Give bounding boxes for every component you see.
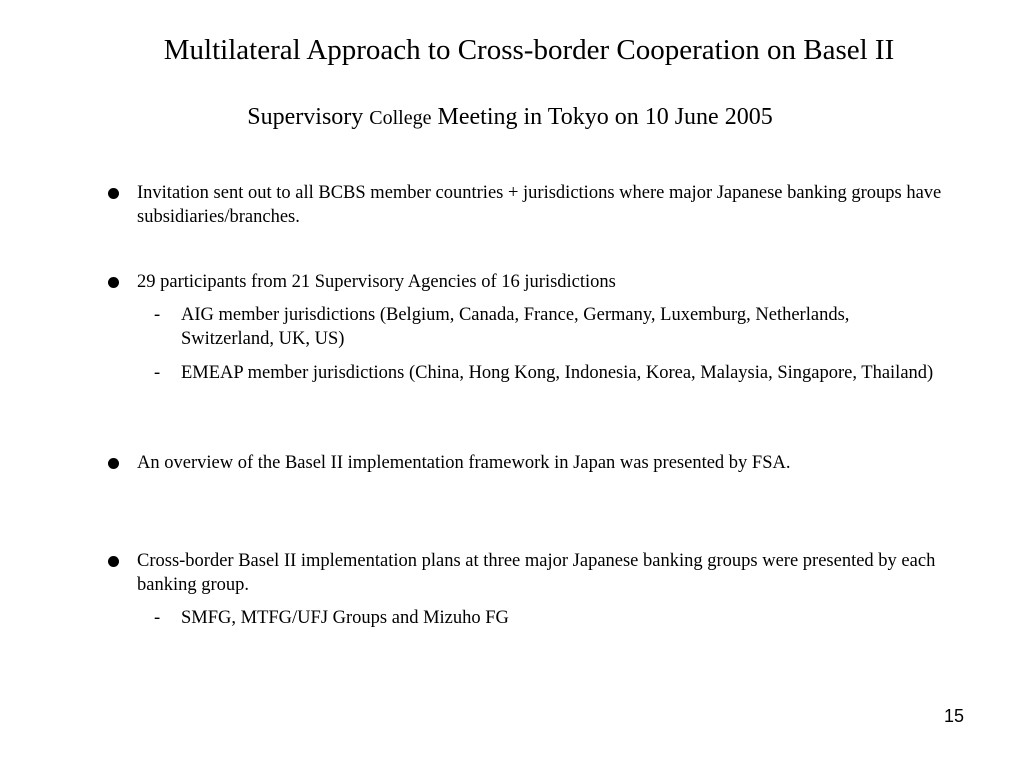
bullet-item — [108, 451, 978, 475]
bullet-dot-icon — [108, 277, 119, 288]
sub-dash: - — [154, 363, 161, 383]
slide-subtitle — [0, 100, 1020, 135]
page-number: 15 — [943, 706, 964, 726]
bullet-text: Invitation sent out to all BCBS member countries + jurisdictions where major Japanese banking groups have subsidiaries/branches. — [137, 183, 942, 227]
sub-dash: - — [154, 608, 161, 628]
sub-dash: - — [154, 305, 161, 325]
bullet-item — [108, 181, 978, 229]
bullet-dot-icon — [108, 458, 119, 469]
subtitle-part-meeting: Meeting in Tokyo on 10 June 2005 — [431, 104, 773, 130]
bullet-dot-icon — [108, 188, 119, 199]
sub-item — [154, 606, 944, 630]
subtitle-part-supervisory: Supervisory — [247, 104, 370, 130]
bullet-text: An overview of the Basel II implementation framework in Japan was presented by FSA. — [137, 453, 791, 473]
sub-text: AIG member jurisdictions (Belgium, Canada, France, Germany, Luxemburg, Netherlands, Switzerland, UK, US) — [181, 305, 850, 349]
sub-item — [154, 303, 944, 351]
bullet-text: 29 participants from 21 Supervisory Agencies of 16 jurisdictions — [137, 272, 616, 292]
bullet-item — [108, 549, 978, 597]
slide-title: Multilateral Approach to Cross-border Cooperation on Basel II — [163, 34, 895, 66]
subtitle-part-college: College — [369, 107, 432, 129]
bullet-item — [108, 270, 978, 294]
bullet-text: Cross-border Basel II implementation plans at three major Japanese banking groups were presented by each banking group. — [137, 551, 936, 595]
bullet-dot-icon — [108, 556, 119, 567]
sub-text: SMFG, MTFG/UFJ Groups and Mizuho FG — [181, 608, 509, 628]
sub-text: EMEAP member jurisdictions (China, Hong Kong, Indonesia, Korea, Malaysia, Singapore, Thailand) — [181, 363, 934, 383]
sub-item — [154, 361, 944, 385]
